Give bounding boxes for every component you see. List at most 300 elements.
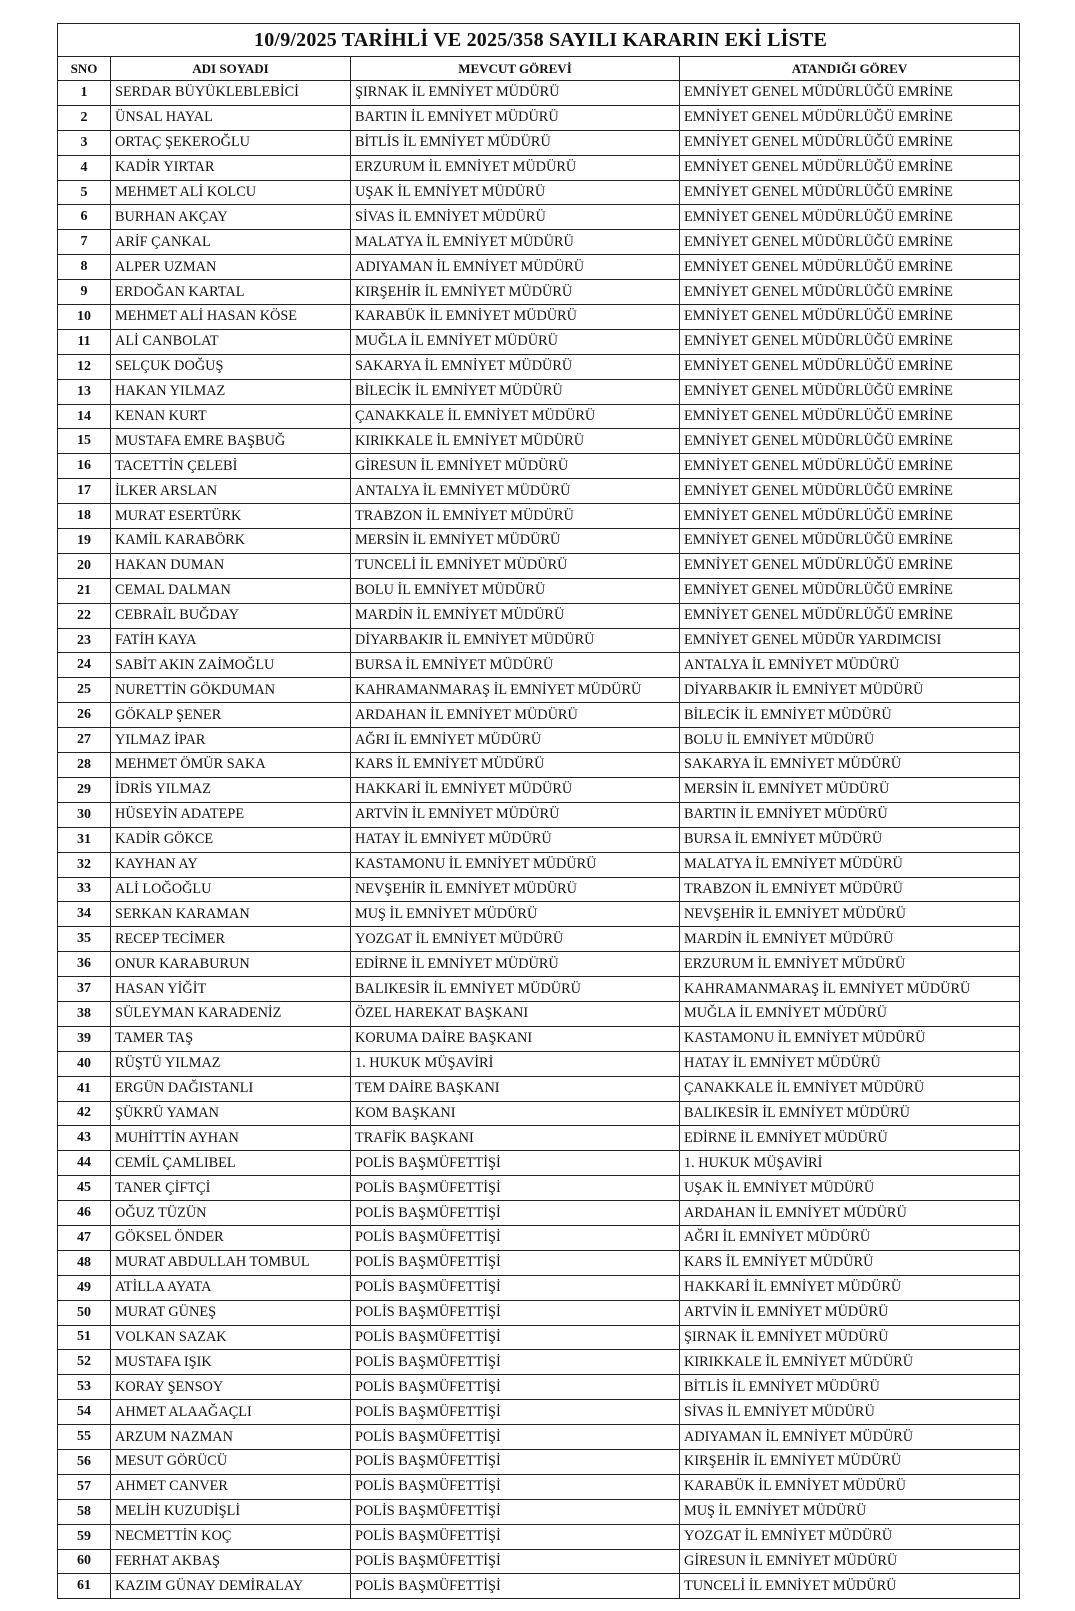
cell-current-position: POLİS BAŞMÜFETTİŞİ	[351, 1350, 680, 1375]
title-row	[58, 24, 1020, 57]
cell-current-position: MARDİN İL EMNİYET MÜDÜRÜ	[351, 603, 680, 628]
cell-current-position: BİTLİS İL EMNİYET MÜDÜRÜ	[351, 130, 680, 155]
table-row	[58, 180, 1020, 205]
cell-name: MEHMET ALİ HASAN KÖSE	[111, 305, 351, 330]
cell-name: MEHMET ALİ KOLCU	[111, 180, 351, 205]
cell-sno: 36	[58, 952, 111, 977]
cell-assigned-position: EMNİYET GENEL MÜDÜRLÜĞÜ EMRİNE	[680, 255, 1020, 280]
cell-current-position: SAKARYA İL EMNİYET MÜDÜRÜ	[351, 354, 680, 379]
cell-sno: 20	[58, 553, 111, 578]
table-row	[58, 1425, 1020, 1450]
cell-sno: 44	[58, 1151, 111, 1176]
document-page	[57, 23, 1019, 1599]
table-row	[58, 1001, 1020, 1026]
cell-current-position: BARTIN İL EMNİYET MÜDÜRÜ	[351, 105, 680, 130]
cell-name: YILMAZ İPAR	[111, 728, 351, 753]
cell-sno: 60	[58, 1549, 111, 1574]
table-row	[58, 155, 1020, 180]
table-row	[58, 578, 1020, 603]
cell-assigned-position: EMNİYET GENEL MÜDÜRLÜĞÜ EMRİNE	[680, 230, 1020, 255]
cell-sno: 28	[58, 753, 111, 778]
cell-current-position: UŞAK İL EMNİYET MÜDÜRÜ	[351, 180, 680, 205]
cell-assigned-position: KAHRAMANMARAŞ İL EMNİYET MÜDÜRÜ	[680, 977, 1020, 1002]
cell-current-position: KARABÜK İL EMNİYET MÜDÜRÜ	[351, 305, 680, 330]
cell-assigned-position: EMNİYET GENEL MÜDÜRLÜĞÜ EMRİNE	[680, 454, 1020, 479]
cell-sno: 9	[58, 280, 111, 305]
cell-assigned-position: GİRESUN İL EMNİYET MÜDÜRÜ	[680, 1549, 1020, 1574]
cell-current-position: ÇANAKKALE İL EMNİYET MÜDÜRÜ	[351, 404, 680, 429]
table-row	[58, 1176, 1020, 1201]
cell-assigned-position: 1. HUKUK MÜŞAVİRİ	[680, 1151, 1020, 1176]
cell-assigned-position: ERZURUM İL EMNİYET MÜDÜRÜ	[680, 952, 1020, 977]
cell-name: CEBRAİL BUĞDAY	[111, 603, 351, 628]
cell-assigned-position: TRABZON İL EMNİYET MÜDÜRÜ	[680, 877, 1020, 902]
table-row	[58, 255, 1020, 280]
cell-current-position: BURSA İL EMNİYET MÜDÜRÜ	[351, 653, 680, 678]
cell-name: ARİF ÇANKAL	[111, 230, 351, 255]
table-row	[58, 703, 1020, 728]
cell-assigned-position: MUĞLA İL EMNİYET MÜDÜRÜ	[680, 1001, 1020, 1026]
cell-assigned-position: HAKKARİ İL EMNİYET MÜDÜRÜ	[680, 1275, 1020, 1300]
cell-current-position: SİVAS İL EMNİYET MÜDÜRÜ	[351, 205, 680, 230]
cell-assigned-position: EMNİYET GENEL MÜDÜRLÜĞÜ EMRİNE	[680, 81, 1020, 106]
table-row	[58, 1126, 1020, 1151]
cell-sno: 29	[58, 777, 111, 802]
cell-current-position: ARTVİN İL EMNİYET MÜDÜRÜ	[351, 802, 680, 827]
cell-sno: 17	[58, 479, 111, 504]
table-row	[58, 1026, 1020, 1051]
cell-sno: 21	[58, 578, 111, 603]
cell-name: VOLKAN SAZAK	[111, 1325, 351, 1350]
cell-name: MURAT ESERTÜRK	[111, 504, 351, 529]
cell-assigned-position: UŞAK İL EMNİYET MÜDÜRÜ	[680, 1176, 1020, 1201]
table-row	[58, 429, 1020, 454]
cell-current-position: POLİS BAŞMÜFETTİŞİ	[351, 1375, 680, 1400]
cell-name: MESUT GÖRÜCÜ	[111, 1449, 351, 1474]
cell-sno: 43	[58, 1126, 111, 1151]
table-row	[58, 1375, 1020, 1400]
cell-current-position: HAKKARİ İL EMNİYET MÜDÜRÜ	[351, 777, 680, 802]
cell-name: TANER ÇİFTÇİ	[111, 1176, 351, 1201]
cell-current-position: BOLU İL EMNİYET MÜDÜRÜ	[351, 578, 680, 603]
table-row	[58, 1151, 1020, 1176]
cell-name: ORTAÇ ŞEKEROĞLU	[111, 130, 351, 155]
cell-current-position: MERSİN İL EMNİYET MÜDÜRÜ	[351, 529, 680, 554]
cell-name: HASAN YİĞİT	[111, 977, 351, 1002]
cell-assigned-position: BARTIN İL EMNİYET MÜDÜRÜ	[680, 802, 1020, 827]
cell-name: KENAN KURT	[111, 404, 351, 429]
cell-sno: 8	[58, 255, 111, 280]
cell-name: SERDAR BÜYÜKLEBLEBİCİ	[111, 81, 351, 106]
cell-name: KAZIM GÜNAY DEMİRALAY	[111, 1574, 351, 1599]
cell-current-position: YOZGAT İL EMNİYET MÜDÜRÜ	[351, 927, 680, 952]
cell-sno: 5	[58, 180, 111, 205]
cell-current-position: KORUMA DAİRE BAŞKANI	[351, 1026, 680, 1051]
cell-assigned-position: EMNİYET GENEL MÜDÜRLÜĞÜ EMRİNE	[680, 305, 1020, 330]
table-row	[58, 1101, 1020, 1126]
table-row	[58, 329, 1020, 354]
cell-name: AHMET CANVER	[111, 1474, 351, 1499]
cell-current-position: MUŞ İL EMNİYET MÜDÜRÜ	[351, 902, 680, 927]
cell-name: RECEP TECİMER	[111, 927, 351, 952]
cell-sno: 52	[58, 1350, 111, 1375]
cell-sno: 55	[58, 1425, 111, 1450]
table-row	[58, 827, 1020, 852]
table-row	[58, 280, 1020, 305]
cell-sno: 56	[58, 1449, 111, 1474]
cell-name: MEHMET ÖMÜR SAKA	[111, 753, 351, 778]
table-row	[58, 977, 1020, 1002]
cell-assigned-position: EMNİYET GENEL MÜDÜRLÜĞÜ EMRİNE	[680, 529, 1020, 554]
table-row	[58, 404, 1020, 429]
cell-sno: 61	[58, 1574, 111, 1599]
cell-name: KADİR YIRTAR	[111, 155, 351, 180]
cell-assigned-position: DİYARBAKIR İL EMNİYET MÜDÜRÜ	[680, 678, 1020, 703]
cell-sno: 50	[58, 1300, 111, 1325]
cell-assigned-position: KIRŞEHİR İL EMNİYET MÜDÜRÜ	[680, 1449, 1020, 1474]
cell-assigned-position: EMNİYET GENEL MÜDÜRLÜĞÜ EMRİNE	[680, 404, 1020, 429]
cell-sno: 40	[58, 1051, 111, 1076]
cell-assigned-position: MARDİN İL EMNİYET MÜDÜRÜ	[680, 927, 1020, 952]
cell-current-position: NEVŞEHİR İL EMNİYET MÜDÜRÜ	[351, 877, 680, 902]
cell-assigned-position: KARS İL EMNİYET MÜDÜRÜ	[680, 1250, 1020, 1275]
cell-name: MUSTAFA EMRE BAŞBUĞ	[111, 429, 351, 454]
cell-sno: 30	[58, 802, 111, 827]
cell-name: BURHAN AKÇAY	[111, 205, 351, 230]
cell-current-position: ERZURUM İL EMNİYET MÜDÜRÜ	[351, 155, 680, 180]
cell-sno: 14	[58, 404, 111, 429]
cell-name: ALİ CANBOLAT	[111, 329, 351, 354]
table-row	[58, 1549, 1020, 1574]
cell-sno: 38	[58, 1001, 111, 1026]
cell-sno: 10	[58, 305, 111, 330]
cell-sno: 51	[58, 1325, 111, 1350]
cell-assigned-position: ARTVİN İL EMNİYET MÜDÜRÜ	[680, 1300, 1020, 1325]
cell-assigned-position: ARDAHAN İL EMNİYET MÜDÜRÜ	[680, 1201, 1020, 1226]
table-row	[58, 305, 1020, 330]
cell-name: İLKER ARSLAN	[111, 479, 351, 504]
cell-assigned-position: EMNİYET GENEL MÜDÜRLÜĞÜ EMRİNE	[680, 354, 1020, 379]
cell-current-position: POLİS BAŞMÜFETTİŞİ	[351, 1275, 680, 1300]
cell-name: MUSTAFA IŞIK	[111, 1350, 351, 1375]
cell-sno: 57	[58, 1474, 111, 1499]
cell-assigned-position: EMNİYET GENEL MÜDÜRLÜĞÜ EMRİNE	[680, 205, 1020, 230]
cell-assigned-position: EMNİYET GENEL MÜDÜRLÜĞÜ EMRİNE	[680, 180, 1020, 205]
cell-current-position: POLİS BAŞMÜFETTİŞİ	[351, 1225, 680, 1250]
cell-current-position: POLİS BAŞMÜFETTİŞİ	[351, 1425, 680, 1450]
table-row	[58, 504, 1020, 529]
cell-current-position: EDİRNE İL EMNİYET MÜDÜRÜ	[351, 952, 680, 977]
cell-current-position: ADIYAMAN İL EMNİYET MÜDÜRÜ	[351, 255, 680, 280]
cell-assigned-position: MALATYA İL EMNİYET MÜDÜRÜ	[680, 852, 1020, 877]
cell-assigned-position: EDİRNE İL EMNİYET MÜDÜRÜ	[680, 1126, 1020, 1151]
cell-name: ATİLLA AYATA	[111, 1275, 351, 1300]
table-row	[58, 1250, 1020, 1275]
table-row	[58, 130, 1020, 155]
cell-current-position: POLİS BAŞMÜFETTİŞİ	[351, 1151, 680, 1176]
cell-name: ALİ LOĞOĞLU	[111, 877, 351, 902]
cell-name: SERKAN KARAMAN	[111, 902, 351, 927]
cell-name: GÖKSEL ÖNDER	[111, 1225, 351, 1250]
cell-sno: 37	[58, 977, 111, 1002]
cell-sno: 13	[58, 379, 111, 404]
table-row	[58, 1524, 1020, 1549]
cell-current-position: POLİS BAŞMÜFETTİŞİ	[351, 1250, 680, 1275]
cell-current-position: POLİS BAŞMÜFETTİŞİ	[351, 1201, 680, 1226]
column-header-name: ADI SOYADI	[111, 57, 351, 81]
cell-name: İDRİS YILMAZ	[111, 777, 351, 802]
table-row	[58, 1400, 1020, 1425]
table-row	[58, 603, 1020, 628]
cell-name: OĞUZ TÜZÜN	[111, 1201, 351, 1226]
cell-assigned-position: EMNİYET GENEL MÜDÜRLÜĞÜ EMRİNE	[680, 379, 1020, 404]
table-row	[58, 728, 1020, 753]
cell-name: NECMETTİN KOÇ	[111, 1524, 351, 1549]
cell-sno: 24	[58, 653, 111, 678]
table-body	[58, 81, 1020, 1599]
cell-current-position: KASTAMONU İL EMNİYET MÜDÜRÜ	[351, 852, 680, 877]
table-row	[58, 1300, 1020, 1325]
cell-sno: 1	[58, 81, 111, 106]
cell-assigned-position: EMNİYET GENEL MÜDÜRLÜĞÜ EMRİNE	[680, 553, 1020, 578]
cell-sno: 4	[58, 155, 111, 180]
cell-name: FERHAT AKBAŞ	[111, 1549, 351, 1574]
cell-current-position: POLİS BAŞMÜFETTİŞİ	[351, 1176, 680, 1201]
cell-assigned-position: TUNCELİ İL EMNİYET MÜDÜRÜ	[680, 1574, 1020, 1599]
cell-assigned-position: SİVAS İL EMNİYET MÜDÜRÜ	[680, 1400, 1020, 1425]
cell-name: HAKAN YILMAZ	[111, 379, 351, 404]
cell-assigned-position: EMNİYET GENEL MÜDÜRLÜĞÜ EMRİNE	[680, 603, 1020, 628]
table-row	[58, 1201, 1020, 1226]
cell-assigned-position: ŞIRNAK İL EMNİYET MÜDÜRÜ	[680, 1325, 1020, 1350]
cell-sno: 47	[58, 1225, 111, 1250]
cell-sno: 26	[58, 703, 111, 728]
cell-sno: 42	[58, 1101, 111, 1126]
cell-name: TAMER TAŞ	[111, 1026, 351, 1051]
cell-assigned-position: MERSİN İL EMNİYET MÜDÜRÜ	[680, 777, 1020, 802]
appointment-list-table	[57, 23, 1020, 1599]
cell-assigned-position: HATAY İL EMNİYET MÜDÜRÜ	[680, 1051, 1020, 1076]
table-row	[58, 852, 1020, 877]
cell-name: ONUR KARABURUN	[111, 952, 351, 977]
cell-name: KADİR GÖKCE	[111, 827, 351, 852]
cell-current-position: TEM DAİRE BAŞKANI	[351, 1076, 680, 1101]
cell-name: ALPER UZMAN	[111, 255, 351, 280]
cell-name: NURETTİN GÖKDUMAN	[111, 678, 351, 703]
cell-assigned-position: EMNİYET GENEL MÜDÜR YARDIMCISI	[680, 628, 1020, 653]
table-row	[58, 1574, 1020, 1599]
cell-assigned-position: ÇANAKKALE İL EMNİYET MÜDÜRÜ	[680, 1076, 1020, 1101]
cell-current-position: KIRIKKALE İL EMNİYET MÜDÜRÜ	[351, 429, 680, 454]
cell-assigned-position: ANTALYA İL EMNİYET MÜDÜRÜ	[680, 653, 1020, 678]
cell-sno: 3	[58, 130, 111, 155]
cell-current-position: MUĞLA İL EMNİYET MÜDÜRÜ	[351, 329, 680, 354]
cell-name: MUHİTTİN AYHAN	[111, 1126, 351, 1151]
cell-assigned-position: YOZGAT İL EMNİYET MÜDÜRÜ	[680, 1524, 1020, 1549]
cell-assigned-position: EMNİYET GENEL MÜDÜRLÜĞÜ EMRİNE	[680, 130, 1020, 155]
cell-assigned-position: BOLU İL EMNİYET MÜDÜRÜ	[680, 728, 1020, 753]
cell-current-position: TRABZON İL EMNİYET MÜDÜRÜ	[351, 504, 680, 529]
cell-name: CEMAL DALMAN	[111, 578, 351, 603]
table-row	[58, 802, 1020, 827]
cell-sno: 12	[58, 354, 111, 379]
cell-assigned-position: MUŞ İL EMNİYET MÜDÜRÜ	[680, 1499, 1020, 1524]
cell-assigned-position: EMNİYET GENEL MÜDÜRLÜĞÜ EMRİNE	[680, 578, 1020, 603]
cell-assigned-position: NEVŞEHİR İL EMNİYET MÜDÜRÜ	[680, 902, 1020, 927]
table-row	[58, 678, 1020, 703]
cell-assigned-position: BURSA İL EMNİYET MÜDÜRÜ	[680, 827, 1020, 852]
cell-name: HÜSEYİN ADATEPE	[111, 802, 351, 827]
table-row	[58, 205, 1020, 230]
column-header-assigned-position: ATANDIĞI GÖREV	[680, 57, 1020, 81]
cell-sno: 35	[58, 927, 111, 952]
cell-sno: 39	[58, 1026, 111, 1051]
cell-sno: 33	[58, 877, 111, 902]
cell-sno: 41	[58, 1076, 111, 1101]
cell-name: SELÇUK DOĞUŞ	[111, 354, 351, 379]
cell-assigned-position: EMNİYET GENEL MÜDÜRLÜĞÜ EMRİNE	[680, 155, 1020, 180]
cell-assigned-position: EMNİYET GENEL MÜDÜRLÜĞÜ EMRİNE	[680, 280, 1020, 305]
cell-current-position: POLİS BAŞMÜFETTİŞİ	[351, 1524, 680, 1549]
cell-assigned-position: EMNİYET GENEL MÜDÜRLÜĞÜ EMRİNE	[680, 329, 1020, 354]
table-row	[58, 379, 1020, 404]
table-row	[58, 653, 1020, 678]
table-row	[58, 1350, 1020, 1375]
cell-assigned-position: BALIKESİR İL EMNİYET MÜDÜRÜ	[680, 1101, 1020, 1126]
table-row	[58, 1474, 1020, 1499]
cell-current-position: BİLECİK İL EMNİYET MÜDÜRÜ	[351, 379, 680, 404]
cell-name: ERDOĞAN KARTAL	[111, 280, 351, 305]
header-row	[58, 57, 1020, 81]
cell-sno: 7	[58, 230, 111, 255]
cell-name: KAMİL KARABÖRK	[111, 529, 351, 554]
cell-sno: 54	[58, 1400, 111, 1425]
cell-name: ÜNSAL HAYAL	[111, 105, 351, 130]
cell-name: MELİH KUZUDİŞLİ	[111, 1499, 351, 1524]
cell-sno: 16	[58, 454, 111, 479]
table-row	[58, 81, 1020, 106]
cell-assigned-position: ADIYAMAN İL EMNİYET MÜDÜRÜ	[680, 1425, 1020, 1450]
cell-sno: 46	[58, 1201, 111, 1226]
cell-name: MURAT GÜNEŞ	[111, 1300, 351, 1325]
cell-sno: 48	[58, 1250, 111, 1275]
cell-name: RÜŞTÜ YILMAZ	[111, 1051, 351, 1076]
cell-current-position: DİYARBAKIR İL EMNİYET MÜDÜRÜ	[351, 628, 680, 653]
cell-current-position: HATAY İL EMNİYET MÜDÜRÜ	[351, 827, 680, 852]
cell-current-position: POLİS BAŞMÜFETTİŞİ	[351, 1574, 680, 1599]
cell-sno: 18	[58, 504, 111, 529]
cell-current-position: ŞIRNAK İL EMNİYET MÜDÜRÜ	[351, 81, 680, 106]
table-row	[58, 952, 1020, 977]
cell-current-position: KOM BAŞKANI	[351, 1101, 680, 1126]
cell-name: SABİT AKIN ZAİMOĞLU	[111, 653, 351, 678]
cell-current-position: POLİS BAŞMÜFETTİŞİ	[351, 1300, 680, 1325]
cell-assigned-position: BİTLİS İL EMNİYET MÜDÜRÜ	[680, 1375, 1020, 1400]
table-row	[58, 354, 1020, 379]
cell-assigned-position: KARABÜK İL EMNİYET MÜDÜRÜ	[680, 1474, 1020, 1499]
table-row	[58, 105, 1020, 130]
table-row	[58, 454, 1020, 479]
cell-sno: 2	[58, 105, 111, 130]
cell-sno: 34	[58, 902, 111, 927]
cell-current-position: POLİS BAŞMÜFETTİŞİ	[351, 1549, 680, 1574]
cell-assigned-position: AĞRI İL EMNİYET MÜDÜRÜ	[680, 1225, 1020, 1250]
cell-current-position: POLİS BAŞMÜFETTİŞİ	[351, 1400, 680, 1425]
cell-name: ERGÜN DAĞISTANLI	[111, 1076, 351, 1101]
table-row	[58, 1499, 1020, 1524]
document-title: 10/9/2025 TARİHLİ VE 2025/358 SAYILI KARARIN EKİ LİSTE	[58, 24, 1020, 57]
column-header-current-position: MEVCUT GÖREVİ	[351, 57, 680, 81]
cell-sno: 15	[58, 429, 111, 454]
cell-name: KORAY ŞENSOY	[111, 1375, 351, 1400]
cell-sno: 45	[58, 1176, 111, 1201]
cell-current-position: POLİS BAŞMÜFETTİŞİ	[351, 1325, 680, 1350]
cell-sno: 22	[58, 603, 111, 628]
cell-name: HAKAN DUMAN	[111, 553, 351, 578]
cell-current-position: POLİS BAŞMÜFETTİŞİ	[351, 1449, 680, 1474]
table-row	[58, 927, 1020, 952]
cell-current-position: AĞRI İL EMNİYET MÜDÜRÜ	[351, 728, 680, 753]
table-row	[58, 628, 1020, 653]
cell-name: AHMET ALAAĞAÇLI	[111, 1400, 351, 1425]
column-header-sno: SNO	[58, 57, 111, 81]
cell-name: KAYHAN AY	[111, 852, 351, 877]
table-row	[58, 877, 1020, 902]
cell-current-position: ÖZEL HAREKAT BAŞKANI	[351, 1001, 680, 1026]
table-row	[58, 1449, 1020, 1474]
cell-sno: 32	[58, 852, 111, 877]
cell-assigned-position: EMNİYET GENEL MÜDÜRLÜĞÜ EMRİNE	[680, 479, 1020, 504]
table-row	[58, 553, 1020, 578]
cell-name: GÖKALP ŞENER	[111, 703, 351, 728]
cell-sno: 59	[58, 1524, 111, 1549]
table-row	[58, 777, 1020, 802]
cell-current-position: ARDAHAN İL EMNİYET MÜDÜRÜ	[351, 703, 680, 728]
cell-sno: 53	[58, 1375, 111, 1400]
cell-name: TACETTİN ÇELEBİ	[111, 454, 351, 479]
cell-current-position: GİRESUN İL EMNİYET MÜDÜRÜ	[351, 454, 680, 479]
cell-current-position: POLİS BAŞMÜFETTİŞİ	[351, 1474, 680, 1499]
cell-current-position: KAHRAMANMARAŞ İL EMNİYET MÜDÜRÜ	[351, 678, 680, 703]
cell-assigned-position: EMNİYET GENEL MÜDÜRLÜĞÜ EMRİNE	[680, 429, 1020, 454]
cell-sno: 19	[58, 529, 111, 554]
table-row	[58, 1275, 1020, 1300]
cell-assigned-position: KASTAMONU İL EMNİYET MÜDÜRÜ	[680, 1026, 1020, 1051]
cell-name: SÜLEYMAN KARADENİZ	[111, 1001, 351, 1026]
cell-sno: 27	[58, 728, 111, 753]
cell-assigned-position: KIRIKKALE İL EMNİYET MÜDÜRÜ	[680, 1350, 1020, 1375]
cell-current-position: KARS İL EMNİYET MÜDÜRÜ	[351, 753, 680, 778]
cell-name: MURAT ABDULLAH TOMBUL	[111, 1250, 351, 1275]
cell-sno: 6	[58, 205, 111, 230]
cell-current-position: BALIKESİR İL EMNİYET MÜDÜRÜ	[351, 977, 680, 1002]
cell-current-position: MALATYA İL EMNİYET MÜDÜRÜ	[351, 230, 680, 255]
cell-name: FATİH KAYA	[111, 628, 351, 653]
cell-sno: 49	[58, 1275, 111, 1300]
cell-current-position: KIRŞEHİR İL EMNİYET MÜDÜRÜ	[351, 280, 680, 305]
cell-sno: 58	[58, 1499, 111, 1524]
cell-assigned-position: BİLECİK İL EMNİYET MÜDÜRÜ	[680, 703, 1020, 728]
table-row	[58, 230, 1020, 255]
cell-current-position: TUNCELİ İL EMNİYET MÜDÜRÜ	[351, 553, 680, 578]
cell-name: CEMİL ÇAMLIBEL	[111, 1151, 351, 1176]
cell-sno: 11	[58, 329, 111, 354]
cell-assigned-position: SAKARYA İL EMNİYET MÜDÜRÜ	[680, 753, 1020, 778]
cell-current-position: POLİS BAŞMÜFETTİŞİ	[351, 1499, 680, 1524]
table-row	[58, 529, 1020, 554]
cell-current-position: ANTALYA İL EMNİYET MÜDÜRÜ	[351, 479, 680, 504]
table-row	[58, 1325, 1020, 1350]
